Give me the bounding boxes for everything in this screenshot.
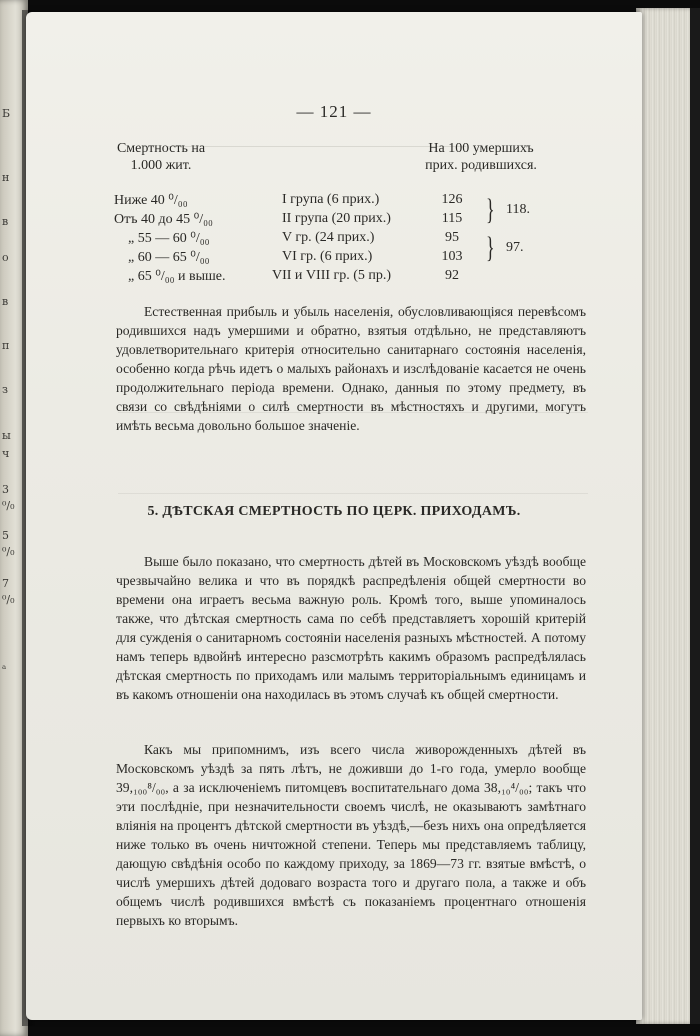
left-page-fragment: з [2,383,8,396]
group-average: 97. [506,240,524,255]
parish-group: II група (20 прих.) [282,211,391,226]
left-page-fragment: ч [2,447,10,460]
section-heading: 5. ДѢТСКАЯ СМЕРТНОСТЬ ПО ЦЕРК. ПРИХОДАМЪ. [147,504,521,519]
paragraph-natural-increase: Естественная прибыль и убыль населенія, обусловливающіяся перевѣсомъ родившихся надъ умершими и обратно, взятыя отдѣльно, не представляютъ удовлетворительнаго критерія относительно санитарнаго состоянія населенія, особенно когда рѣчь идетъ о малыхъ районахъ и изслѣдованіе касается не очень продолжительнаго періода времени. Однако, данныя по этому предмету, въ связи со свѣдѣніями о силѣ смертности въ мѣстностяхъ и другими, могутъ имѣть весьма довольно большое значеніе. [116,304,586,433]
mortality-range: „ 55 — 60 ⁰/₀₀ [128,231,210,246]
parish-group: V гр. (24 прих.) [282,230,375,245]
parish-group: I група (6 прих.) [282,192,380,207]
left-page-fragment: 5 [2,529,9,542]
left-page-fragment: в [2,215,9,228]
births-per-100-deaths: 115 [441,211,463,226]
left-page-fragment: ⁰/₀ [2,593,15,606]
mortality-range: Ниже 40 ⁰/₀₀ [114,193,188,208]
left-page-fragment: о [2,251,9,264]
left-page-fragment: 7 [2,577,9,590]
left-page-fragment: ⁰/₀ [2,499,15,512]
mortality-range: „ 65 ⁰/₀₀ и выше. [128,269,226,284]
table-row [114,268,584,287]
parish-group: VII и VIII гр. (5 пр.) [272,268,392,283]
births-per-100-deaths: 92 [445,268,459,283]
left-page-fragment: п [2,339,10,352]
left-page-fragment: Б [2,107,11,120]
paragraph-child-mortality-stats: Какъ мы припомнимъ, изъ всего числа живорожденныхъ дѣтей въ Московскомъ уѣздѣ за пять лѣтъ, не доживши до 1-го года, умерло вообще 39,₁₀₀⁸/₀₀, а за исключеніемъ питомцевъ воспитательнаго дома 38,₁₀⁴/₀₀; такъ что эти послѣдніе, при незначительности своемъ числѣ, не оказываютъ замѣтнаго вліянія на процентъ дѣтской смертности въ уѣздѣ,—безъ нихъ она опредѣляется ниже только въ очень ничтожной степени. Теперь мы представляемъ таблицу, дающую свѣдѣнія особо по каждому приходу, за 1869—73 гг. взятые вмѣстѣ, о числѣ умершихъ дѣтей додоваго возраста того и другаго пола, а также и объ общемъ числѣ родившихся вмѣстѣ съ показаніемъ процентнаго отношенія первыхъ ко вторымъ. [116,742,586,928]
left-page-fragment: ⁰/₀ [2,545,15,558]
parish-group: VI гр. (6 прих.) [282,249,373,264]
births-per-100-deaths: 126 [441,192,463,207]
mortality-range: „ 60 — 65 ⁰/₀₀ [128,250,210,265]
page-number: — 121 — [296,102,372,121]
brace-symbol: } [486,231,495,264]
column-header-births: На 100 умершихъ прих. родившихся. [425,141,537,173]
page-edges [636,8,694,1024]
column-header-mortality: Смертность на 1.000 жит. [116,141,206,173]
left-page-fragment: н [2,171,10,184]
left-page-fragment: ы [2,429,11,442]
left-page-fragment: ₐ [2,659,7,672]
group-average: 118. [506,202,530,217]
births-per-100-deaths: 95 [445,230,459,245]
book-shadow [690,8,700,1024]
mortality-table [114,192,584,287]
left-page-fragment: в [2,295,9,308]
right-page [26,12,642,1020]
births-per-100-deaths: 103 [441,249,463,264]
brace-symbol: } [486,193,495,226]
paragraph-child-mortality-intro: Выше было показано, что смертность дѣтей въ Московскомъ уѣздѣ вообще чрезвычайно велика и что въ порядкѣ распредѣленія общей смертности во времени она играетъ весьма важную роль. Кромѣ того, выше упоминалось также, что дѣтская смертность сама по себѣ представляетъ хорошій критерій для сужденія о санитарномъ состояніи населенія разныхъ мѣстностей. А потому намъ теперь вдвойнѣ интересно разсмотрѣть какимъ образомъ распредѣлялась дѣтская смертность по приходамъ или малымъ территоріальнымъ единицамъ и въ какомъ отношеніи она находилась въ этомъ случаѣ къ общей смертности. [116,554,586,702]
left-page-fragment: 3 [2,483,9,496]
mortality-range: Отъ 40 до 45 ⁰/₀₀ [114,212,213,227]
